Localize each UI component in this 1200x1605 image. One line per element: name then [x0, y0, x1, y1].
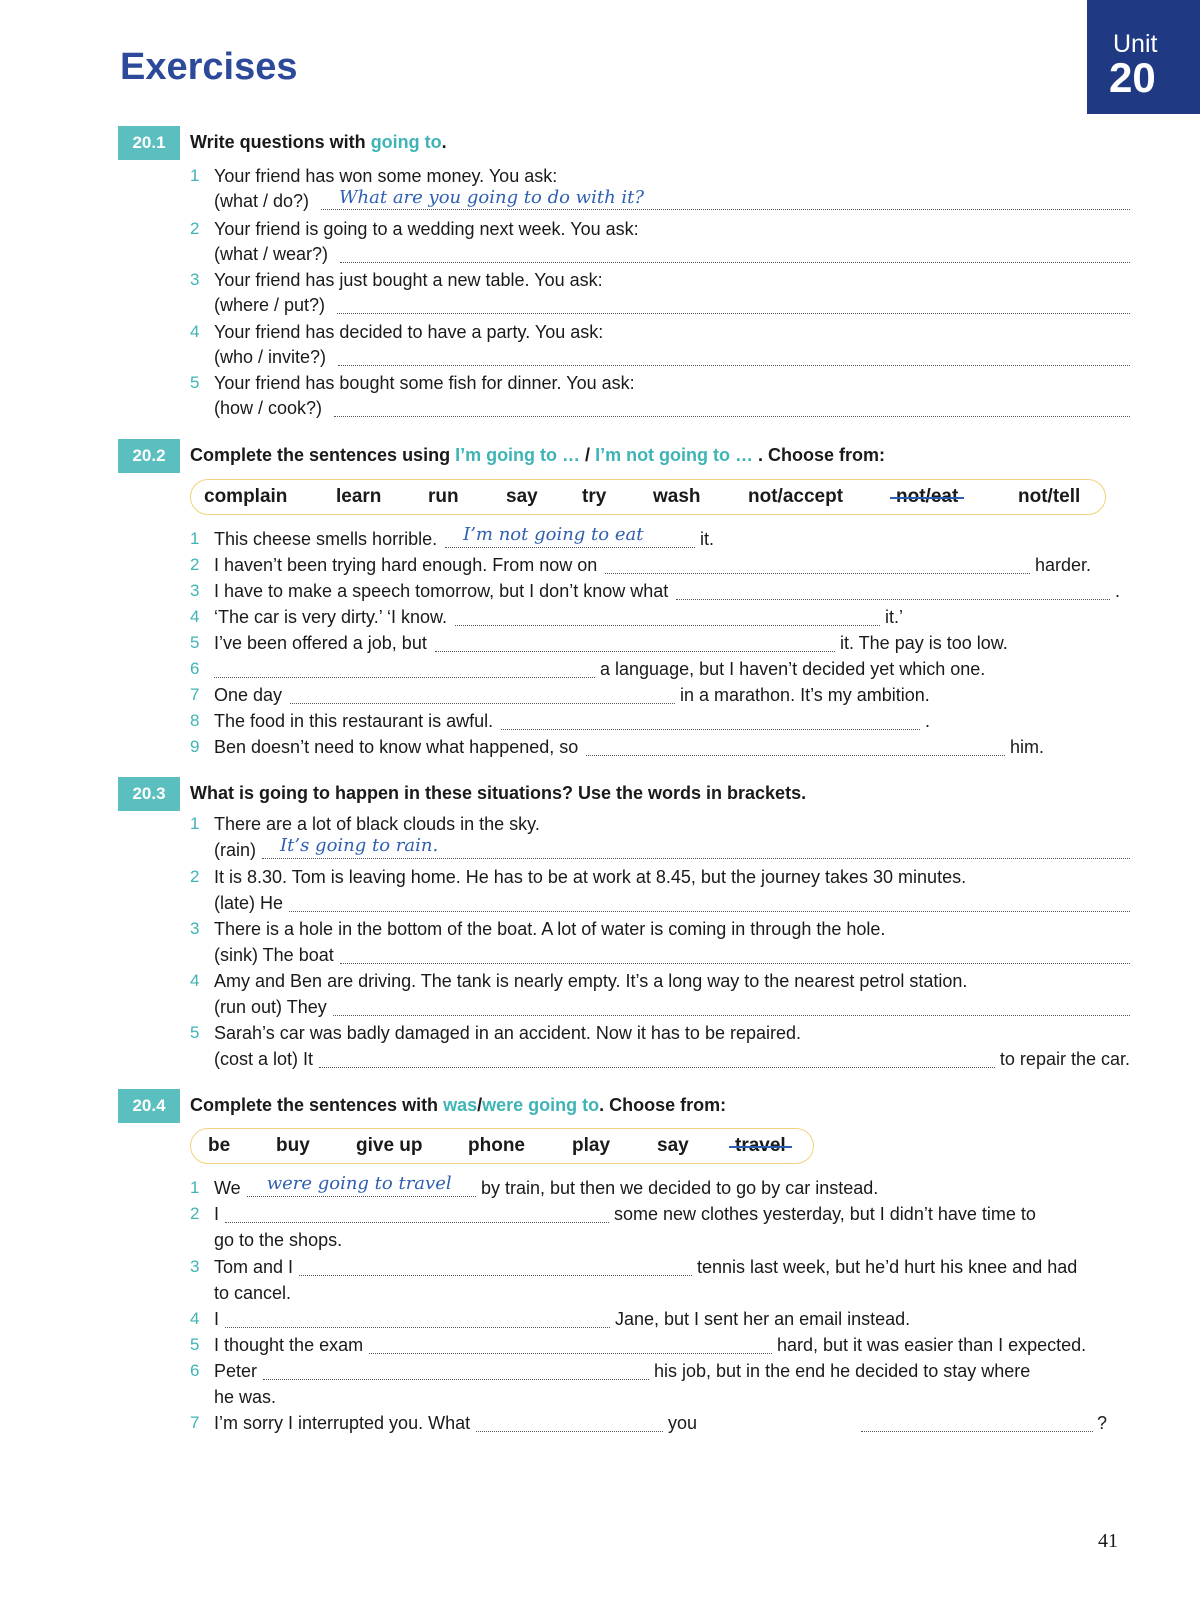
item-sentence: Your friend has bought some fish for dinner. You ask: — [214, 373, 635, 393]
item-number: 9 — [190, 737, 200, 756]
item-text: I — [214, 1204, 220, 1224]
item-cue: (late) He — [214, 893, 284, 913]
item-number: 5 — [190, 373, 200, 392]
unit-word: Unit — [1113, 30, 1158, 58]
answer-line[interactable] — [299, 1275, 692, 1276]
item-cue: (rain) — [214, 840, 257, 860]
answer-line[interactable] — [445, 547, 695, 548]
word-choice: say — [506, 486, 538, 507]
word-choice: try — [582, 486, 607, 507]
item-text-end: it. The pay is too low. — [840, 633, 1008, 653]
item-text: I — [214, 1309, 220, 1329]
handwritten-answer: I’m not going to eat — [463, 524, 644, 545]
word-choice: give up — [356, 1135, 423, 1156]
item-sentence: Your friend has won some money. You ask: — [214, 166, 558, 186]
item-sentence: There is a hole in the bottom of the boat. A lot of water is coming in through the hole. — [214, 919, 886, 939]
item-text-end: . — [925, 711, 931, 731]
item-number: 4 — [190, 607, 200, 626]
item-number: 2 — [190, 555, 200, 574]
answer-line[interactable] — [263, 1379, 649, 1380]
answer-line[interactable] — [289, 911, 1130, 912]
item-number: 3 — [190, 919, 200, 938]
item-number: 4 — [190, 971, 200, 990]
item-number: 4 — [190, 322, 200, 341]
word-choice: not/eat — [896, 486, 959, 507]
word-choice: complain — [204, 486, 288, 507]
item-text: I haven’t been trying hard enough. From now on — [214, 555, 598, 575]
item-cue: (what / wear?) — [214, 244, 329, 264]
unit-label — [1087, 0, 1200, 114]
answer-line[interactable] — [333, 1015, 1130, 1016]
exercise-badge-20-2: 20.2 — [118, 439, 180, 473]
answer-line[interactable] — [369, 1353, 772, 1354]
exercise-instruction-20-2: Complete the sentences using I’m going to … / I’m not going to … . Choose from: — [190, 445, 886, 465]
item-cue: (how / cook?) — [214, 398, 323, 418]
item-number: 3 — [190, 270, 200, 289]
answer-line[interactable] — [501, 729, 920, 730]
answer-line[interactable] — [337, 313, 1130, 314]
exercise-badge-20-1: 20.1 — [118, 126, 180, 160]
item-text-end: a language, but I haven’t decided yet which one. — [600, 659, 986, 679]
item-sentence: It is 8.30. Tom is leaving home. He has to be at work at 8.45, but the journey takes 30 minutes. — [214, 867, 967, 887]
item-number: 1 — [190, 166, 200, 185]
item-text: This cheese smells horrible. — [214, 529, 438, 549]
item-number: 2 — [190, 867, 200, 886]
item-text-end: harder. — [1035, 555, 1092, 575]
item-number: 7 — [190, 1413, 200, 1432]
item-text-end: hard, but it was easier than I expected. — [777, 1335, 1087, 1355]
exercise-instruction-20-1: Write questions with going to. — [190, 132, 447, 152]
word-choice: be — [208, 1135, 231, 1156]
item-cue: (what / do?) — [214, 191, 310, 211]
item-text-end: it.’ — [885, 607, 903, 627]
item-text-cont: go to the shops. — [214, 1230, 343, 1250]
answer-line[interactable] — [319, 1067, 995, 1068]
item-number: 5 — [190, 1023, 200, 1042]
item-text: The food in this restaurant is awful. — [214, 711, 494, 731]
item-text: One day — [214, 685, 283, 705]
word-choice: learn — [336, 486, 382, 507]
item-text-end: . — [1115, 581, 1121, 601]
item-text-cont: he was. — [214, 1387, 277, 1407]
item-cue: (sink) The boat — [214, 945, 334, 965]
word-choice: say — [657, 1135, 689, 1156]
item-text: I’m sorry I interrupted you. What — [214, 1413, 471, 1433]
answer-line[interactable] — [861, 1431, 1093, 1432]
exercise-badge-20-4: 20.4 — [118, 1089, 180, 1123]
item-number: 2 — [190, 219, 200, 238]
item-sentence: There are a lot of black clouds in the sky. — [214, 814, 540, 834]
answer-line[interactable] — [225, 1327, 610, 1328]
item-text: Tom and I — [214, 1257, 294, 1277]
answer-line[interactable] — [340, 963, 1130, 964]
handwritten-answer: What are you going to do with it? — [339, 187, 645, 208]
word-choice: run — [428, 486, 459, 507]
item-text-end: to repair the car. — [999, 1049, 1130, 1069]
word-choice: phone — [468, 1135, 525, 1156]
item-number: 2 — [190, 1204, 200, 1223]
item-number: 5 — [190, 633, 200, 652]
word-choice: buy — [276, 1135, 310, 1156]
handwritten-answer: It’s going to rain. — [280, 835, 439, 856]
answer-line[interactable] — [340, 262, 1130, 263]
answer-line[interactable] — [676, 599, 1110, 600]
word-choice: not/accept — [748, 486, 844, 507]
item-cue: (where / put?) — [214, 295, 326, 315]
item-number: 1 — [190, 814, 200, 833]
item-number: 8 — [190, 711, 200, 730]
answer-line[interactable] — [334, 416, 1130, 417]
answer-line[interactable] — [290, 703, 675, 704]
answer-line[interactable] — [262, 858, 1130, 859]
page-title: Exercises — [120, 46, 298, 88]
item-text: I have to make a speech tomorrow, but I don’t know what — [214, 581, 669, 601]
answer-line[interactable] — [586, 755, 1005, 756]
item-sentence: Amy and Ben are driving. The tank is nearly empty. It’s a long way to the nearest petrol station. — [214, 971, 968, 991]
unit-number: 20 — [1109, 54, 1156, 101]
answer-line[interactable] — [476, 1431, 663, 1432]
word-box-20-2 — [190, 479, 1106, 515]
answer-line[interactable] — [225, 1222, 609, 1223]
answer-line[interactable] — [455, 625, 880, 626]
item-text-end: you — [668, 1413, 698, 1433]
item-text-end: by train, but then we decided to go by car instead. — [481, 1178, 879, 1198]
exercise-badge-20-3: 20.3 — [118, 777, 180, 811]
item-text: I’ve been offered a job, but — [214, 633, 427, 653]
item-text-end: his job, but in the end he decided to stay where — [654, 1361, 1031, 1381]
item-cue: (cost a lot) It — [214, 1049, 314, 1069]
answer-line[interactable] — [605, 573, 1030, 574]
item-text-end: tennis last week, but he’d hurt his knee and had — [697, 1257, 1078, 1277]
item-text-end: some new clothes yesterday, but I didn’t have time to — [614, 1204, 1036, 1224]
item-number: 1 — [190, 1178, 200, 1197]
item-cue: (run out) They — [214, 997, 327, 1017]
handwritten-answer: were going to travel — [266, 1173, 452, 1194]
item-sentence: Your friend has just bought a new table. You ask: — [214, 270, 603, 290]
item-cue: (who / invite?) — [214, 347, 327, 367]
word-choice: play — [572, 1135, 611, 1156]
item-text-end: ? — [1097, 1413, 1108, 1433]
item-sentence: Sarah’s car was badly damaged in an accident. Now it has to be repaired. — [214, 1023, 802, 1043]
item-number: 6 — [190, 1361, 200, 1380]
item-number: 4 — [190, 1309, 200, 1328]
item-number: 7 — [190, 685, 200, 704]
item-text-end: him. — [1010, 737, 1045, 757]
answer-line[interactable] — [214, 677, 595, 678]
item-text-end: in a marathon. It’s my ambition. — [680, 685, 930, 705]
item-text-cont: to cancel. — [214, 1283, 292, 1303]
item-number: 3 — [190, 1257, 200, 1276]
answer-line[interactable] — [435, 651, 835, 652]
page-number: 41 — [1098, 1530, 1118, 1552]
item-text: Ben doesn’t need to know what happened, so — [214, 737, 579, 757]
word-choice: not/tell — [1018, 486, 1081, 507]
answer-line[interactable] — [338, 365, 1130, 366]
answer-line[interactable] — [321, 209, 1130, 210]
exercise-instruction-20-3: What is going to happen in these situations? Use the words in brackets. — [190, 783, 807, 803]
word-choice: wash — [653, 486, 701, 507]
item-text-end: Jane, but I sent her an email instead. — [615, 1309, 911, 1329]
item-number: 6 — [190, 659, 200, 678]
item-text: I thought the exam — [214, 1335, 364, 1355]
item-number: 5 — [190, 1335, 200, 1354]
item-text: We — [214, 1178, 241, 1198]
item-sentence: Your friend has decided to have a party. You ask: — [214, 322, 604, 342]
item-sentence: Your friend is going to a wedding next week. You ask: — [214, 219, 639, 239]
exercise-instruction-20-4: Complete the sentences with was/were going to. Choose from: — [190, 1095, 727, 1115]
item-text-end: it. — [700, 529, 715, 549]
item-text: ‘The car is very dirty.’ ‘I know. — [214, 607, 448, 627]
word-choice: travel — [735, 1135, 786, 1156]
item-text: Peter — [214, 1361, 258, 1381]
item-number: 1 — [190, 529, 200, 548]
answer-line[interactable] — [247, 1196, 476, 1197]
item-number: 3 — [190, 581, 200, 600]
